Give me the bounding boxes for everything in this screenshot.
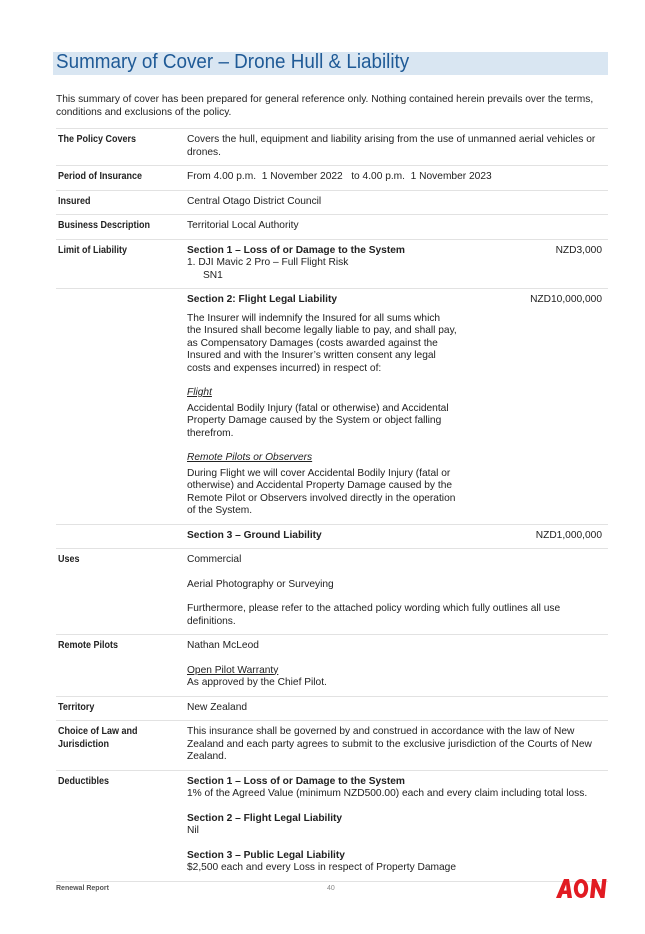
section-2-text: The Insurer will indemnify the Insured for all sums which the Insured shall become legally liable to pay, and shall pay, as Compensatory Damages (costs awarded against the Insured and with the Insurer’s written consent any legal costs and expenses incurred) in respect of: [187, 312, 457, 374]
flight-text: Accidental Bodily Injury (fatal or otherwise) and Accidental Property Damage caused by the System or object falling therefrom. [187, 402, 449, 439]
warranty-heading: Open Pilot Warranty [187, 664, 279, 676]
row-value: Covers the hull, equipment and liability arising from the use of unmanned aerial vehicles or drones. [187, 129, 608, 166]
row-value: New Zealand [187, 696, 608, 721]
pilot-name: Nathan McLeod [187, 640, 259, 651]
table-row [56, 524, 608, 549]
section-1-item: 1. DJI Mavic 2 Pro – Full Flight Risk [187, 257, 349, 268]
table-row [56, 190, 608, 215]
row-label: Limit of Liability [58, 244, 128, 256]
table-row [56, 239, 608, 289]
page-number: 40 [327, 885, 335, 892]
table-row [56, 166, 608, 191]
uses-line-2: Aerial Photography or Surveying [187, 578, 334, 590]
deductible-s1-title: Section 1 – Loss of or Damage to the System [187, 775, 405, 787]
warranty-text: As approved by the Chief Pilot. [187, 677, 327, 688]
deductible-s3-text: $2,500 each and every Loss in respect of Property Damage [187, 862, 456, 873]
row-label: Uses [58, 554, 80, 565]
table-row [56, 770, 608, 881]
section-1-serial: SN1 [203, 269, 223, 281]
table-row [56, 215, 608, 240]
deductible-s2-title: Section 2 – Flight Legal Liability [187, 812, 343, 824]
section-3-amount: NZD1,000,000 [535, 529, 602, 541]
deductible-s2-text: Nil [187, 825, 199, 836]
intro-paragraph: This summary of cover has been prepared for general reference only. Nothing contained herein prevails over the terms, conditions and exclusions of the policy. [56, 94, 594, 118]
row-label: Insured [58, 195, 91, 207]
row-value: Territorial Local Authority [187, 215, 608, 240]
row-label: Business Description [58, 220, 151, 231]
deductible-s1-text: 1% of the Agreed Value (minimum NZD500.00) each and every claim including total loss. [187, 788, 588, 799]
uses-line-3: Furthermore, please refer to the attached policy wording which fully outlines all use definitions. [187, 603, 561, 627]
table-row [56, 289, 608, 525]
remote-text: During Flight we will cover Accidental Bodily Injury (fatal or otherwise) and Accidental Property Damage caused by the Remote Pilot or Observers involved directly in the operation of the System. [187, 467, 456, 516]
section-2-amount: NZD10,000,000 [530, 294, 602, 305]
row-label: Choice of Law and Jurisdiction [58, 726, 138, 750]
section-1-title: Section 1 – Loss of or Damage to the System [187, 244, 405, 256]
row-label: Deductibles [58, 775, 110, 787]
flight-heading: Flight [187, 387, 212, 398]
row-label: Remote Pilots [58, 640, 119, 651]
page-title: Summary of Cover – Drone Hull & Liability [56, 50, 410, 73]
remote-heading: Remote Pilots or Observers [187, 452, 313, 463]
row-label: Territory [58, 701, 95, 713]
table-row [56, 635, 608, 697]
table-row [56, 129, 608, 166]
table-row [56, 549, 608, 635]
table-row [56, 721, 608, 771]
table-row [56, 696, 608, 721]
section-3-title: Section 3 – Ground Liability [187, 529, 322, 541]
section-2-title: Section 2: Flight Legal Liability [187, 294, 337, 305]
row-value: Central Otago District Council [187, 190, 608, 215]
row-value: From 4.00 p.m. 1 November 2022 to 4.00 p.m. 1 November 2023 [187, 166, 608, 191]
row-value: This insurance shall be governed by and construed in accordance with the law of New Zealand and each party agrees to submit to the exclusive jurisdiction of the Courts of New Zealand. [187, 721, 608, 771]
cover-table [56, 128, 608, 882]
footer-report-label: Renewal Report [56, 885, 109, 892]
row-label: The Policy Covers [58, 134, 137, 145]
deductible-s3-title: Section 3 – Public Legal Liability [187, 849, 345, 861]
section-1-amount: NZD3,000 [555, 244, 602, 256]
row-label: Period of Insurance [58, 171, 143, 182]
aon-logo-icon [555, 876, 607, 900]
uses-line-1: Commercial [187, 554, 242, 565]
